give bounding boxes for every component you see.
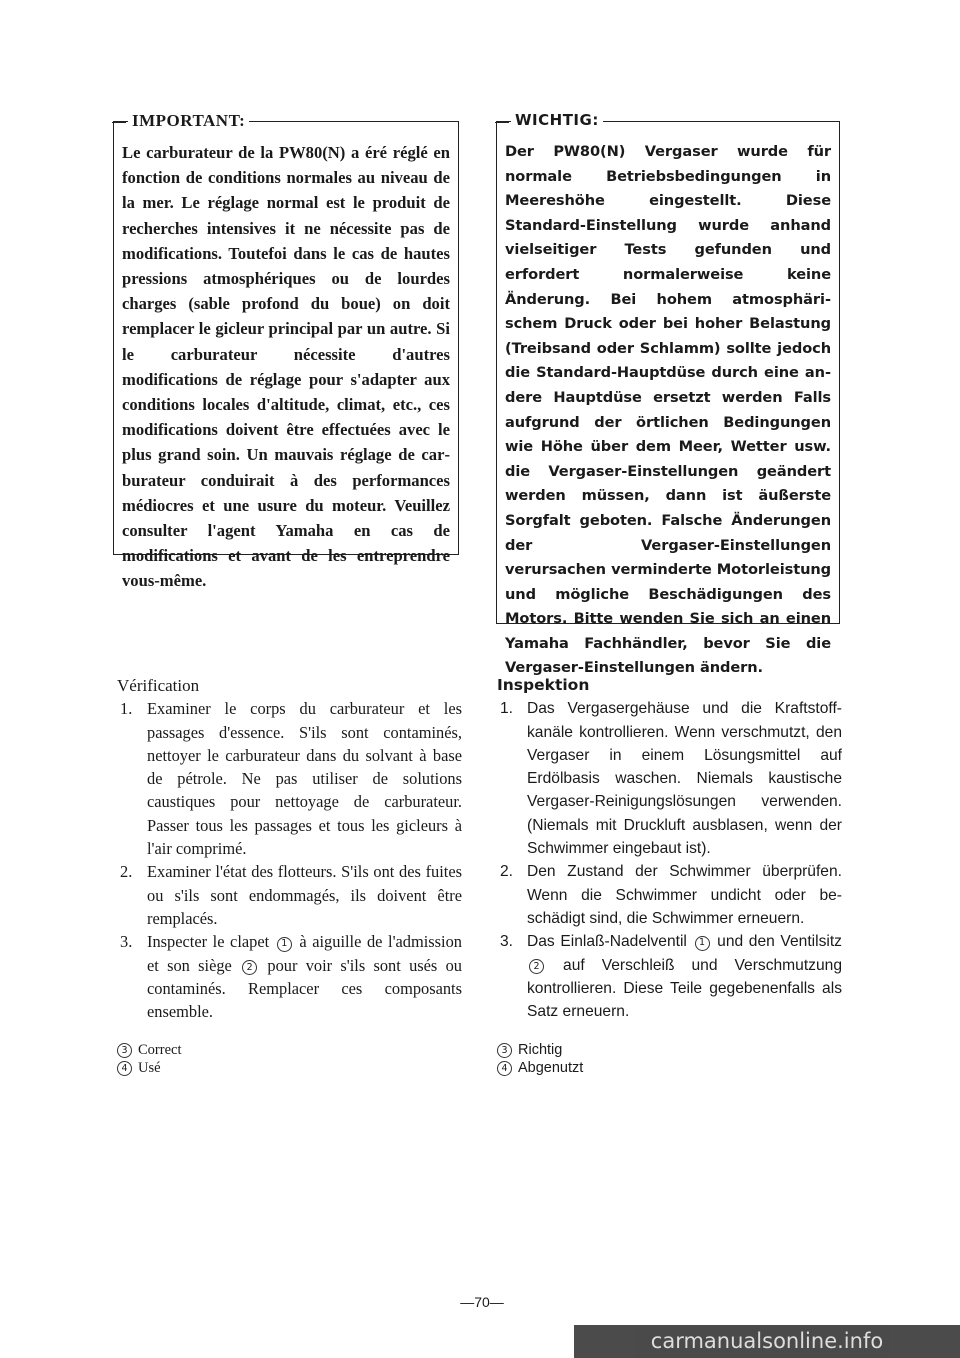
inspection-section-de — [497, 674, 842, 1077]
step-item — [117, 860, 462, 930]
inspection-section-fr — [117, 674, 462, 1077]
step-number: 1. — [120, 699, 133, 719]
step-text: Das Vergasergehäuse und die Kraftstoffkanäle kontrollieren. Wenn verschmutzt, den Vergaser in einem Lösungsmittel auf Erdölbasis waschen. Niemals kaustische Vergaser-Reinigungslösungen verwenden. (Niemals mit Druckluft ausblasen, wenn der Schwimmer eingebaut ist). — [527, 700, 842, 858]
legend-item — [117, 1041, 462, 1059]
callout-3-icon: 3 — [497, 1043, 512, 1058]
step-text: Examiner l'état des flotteurs. S'ils ont des fuites ou s'ils sont endommagés, ils doivent être remplacés. — [147, 862, 462, 928]
callout-1-icon: 1 — [695, 936, 710, 951]
step-text: pour voir s'ils sont usés ou contaminés. Remplacer ces composants ensemble. — [147, 955, 462, 1022]
step-item — [497, 860, 842, 930]
steps-list-de — [497, 697, 842, 1023]
step-text: Den Zustand der Schwimmer überprüfen. Wenn die Schwimmer undicht oder beschädigt sind, die Schwimmer erneuern. — [527, 863, 842, 927]
step-text: und den Ventilsitz — [717, 933, 842, 951]
legend-label: Abgenutzt — [518, 1060, 584, 1077]
important-note-de — [496, 111, 840, 677]
section-title-de: Inspektion — [497, 676, 590, 694]
callout-3-icon: 3 — [117, 1043, 132, 1058]
step-number: 2. — [500, 863, 514, 881]
step-number: 3. — [120, 932, 133, 952]
step-number: 2. — [120, 862, 133, 882]
legend-label: Correct — [138, 1042, 182, 1059]
legend-fr — [117, 1041, 462, 1077]
legend-item — [497, 1059, 842, 1077]
callout-2-icon: 2 — [529, 959, 544, 974]
important-note-fr — [113, 111, 459, 591]
legend-item — [117, 1059, 462, 1077]
step-item — [117, 930, 462, 1023]
step-number: 3. — [500, 933, 514, 951]
step-text: Inspecter le clapet — [147, 932, 270, 952]
step-text: Das Einlaß-Nadelventil — [527, 933, 687, 951]
step-item — [117, 697, 462, 860]
page-number: —70— — [460, 1294, 504, 1310]
step-item — [497, 697, 842, 860]
important-text-de: Der PW80(N) Vergaser wurde für normale Betriebsbedingungen in Meereshöhe eingestellt. Diese Standard-Einstellung wurde anhand vielseitiger Tests gefunden und erfordert normalerweise keine Änderung. Bei hohem atmosphärischem Druck oder bei hoher Belastung (Treibsand oder Schlamm) sollte jedoch die Standard-Hauptdüse durch eine andere Hauptdüse ersetzt werden Falls aufgrund der örtlichen Bedingungen wie Höhe über dem Meer, Wetter usw. die Vergaser-Einstellungen geändert werden müssen, dann ist äußerste Sorgfalt geboten. Falsche Änderungen der Vergaser-Einstellungen verursachen verminderte Motorleistung und mögliche Beschädigungen des Motors. Bitte wenden Sie sich an einen Yamaha Fachhändler, bevor Sie die Vergaser-Einstellungen ändern. — [505, 143, 831, 677]
step-text: auf Verschleiß und Verschmutzung kontrollieren. Diese Teile gegebenenfalls als Satz erneuern. — [527, 956, 842, 1021]
step-text: à aiguille de l'admission et son siège — [147, 932, 462, 975]
callout-1-icon: 1 — [277, 937, 292, 952]
callout-2-icon: 2 — [242, 960, 257, 975]
step-text: Examiner le corps du carburateur et les passages d'essence. S'ils sont contaminés, nettoyer le carburateur dans du solvant à base de pétrole. Ne pas utiliser de solutions caustiques pour nettoyage de carburateur. Passer tous les passages et tous les gicleurs à l'air comprimé. — [147, 699, 462, 859]
watermark: carmanualsonline.info — [574, 1325, 960, 1358]
important-title-de: WICHTIG: — [511, 111, 603, 129]
legend-label: Usé — [138, 1060, 161, 1077]
legend-label: Richtig — [518, 1042, 563, 1059]
important-title-fr: IMPORTANT: — [128, 111, 249, 131]
callout-4-icon: 4 — [117, 1061, 132, 1076]
legend-de — [497, 1041, 842, 1077]
step-item — [497, 930, 842, 1023]
callout-4-icon: 4 — [497, 1061, 512, 1076]
legend-item — [497, 1041, 842, 1059]
steps-list-fr — [117, 697, 462, 1023]
important-text-fr: Le carburateur de la PW80(N) a éré réglé en fonction de conditions normales au niveau de la mer. Le réglage normal est le produit de recherches intensives it ne nécessite pas de modifications. Toutefoi dans le cas de hautes pressions atmosphériques ou de lourdes charges (sable profond du boue) on doit remplacer le gicleur principal par un autre. Si le carburateur nécessite d'autres modifications de réglage pour s'adapter aux conditions locales d'altitude, climat, etc., ces modifications doivent être effectuées avec le plus grand soin. Un mauvais réglage de carburateur conduirait à des performances médiocres et une usure du moteur. Veuillez consulter l'agent Yamaha en cas de modifications et avant de les entreprendre vous-même. — [122, 143, 450, 591]
section-title-fr: Vérification — [117, 676, 200, 695]
step-number: 1. — [500, 700, 514, 718]
